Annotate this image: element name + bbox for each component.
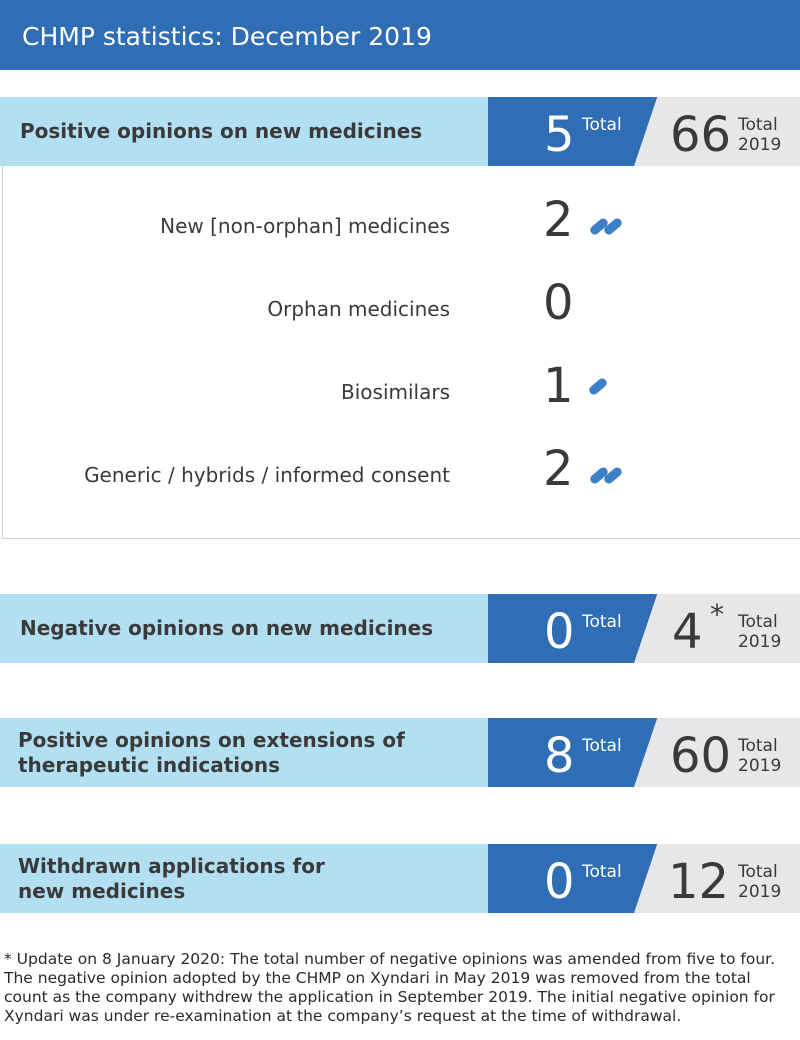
page-title: CHMP statistics: December 2019 xyxy=(22,22,432,51)
year-label: 2019 xyxy=(738,135,782,155)
year-total-label: Total xyxy=(738,612,778,632)
month-total-label: Total xyxy=(582,736,622,756)
footnote: * Update on 8 January 2020: The total number of negative opinions was amended from five to four. The negative opinion adopted by the CHMP on Xyndari in May 2019 was removed from the total count as the company withdrew the application in September 2019. The initial negative opinion for Xyndari was under re-examination at the company’s request at the time of withdrawal. xyxy=(4,950,776,1025)
stat-row-withdrawn xyxy=(0,844,800,913)
month-total-value: 8 xyxy=(544,728,575,784)
breakdown-label-orphan: Orphan medicines xyxy=(267,297,450,321)
year-total-label: Total xyxy=(738,115,778,135)
month-total-value: 0 xyxy=(544,604,575,660)
month-total-value: 0 xyxy=(544,854,575,910)
year-total-label: Total xyxy=(738,736,778,756)
pill-icon xyxy=(587,216,627,238)
month-total-label: Total xyxy=(582,862,622,882)
month-total-label: Total xyxy=(582,115,622,135)
breakdown-value-non-orphan: 2 xyxy=(543,192,574,248)
month-total-label: Total xyxy=(582,612,622,632)
month-total-value: 5 xyxy=(544,107,575,163)
breakdown-value-orphan: 0 xyxy=(543,275,574,331)
header-banner xyxy=(0,0,800,70)
year-label: 2019 xyxy=(738,882,782,902)
breakdown-value-biosimilars: 1 xyxy=(543,358,574,414)
pill-icon xyxy=(587,465,627,487)
breakdown-panel xyxy=(2,166,800,539)
year-total-label: Total xyxy=(738,862,778,882)
footnote-marker: * xyxy=(710,598,724,631)
year-total-value: 66 xyxy=(670,107,732,163)
year-total-value: 4 xyxy=(672,604,703,660)
breakdown-label-generic: Generic / hybrids / informed consent xyxy=(84,463,450,487)
year-label: 2019 xyxy=(738,756,782,776)
row-label: Withdrawn applications for new medicines xyxy=(18,853,325,903)
row-label: Positive opinions on extensions of therapeutic indications xyxy=(18,727,405,777)
breakdown-label-biosimilars: Biosimilars xyxy=(341,380,450,404)
pill-icon xyxy=(587,376,613,398)
row-label: Positive opinions on new medicines xyxy=(20,119,423,143)
stat-row-negative-opinions xyxy=(0,594,800,663)
breakdown-value-generic: 2 xyxy=(543,441,574,497)
year-total-value: 12 xyxy=(668,854,730,910)
stat-row-positive-opinions xyxy=(0,97,800,166)
year-label: 2019 xyxy=(738,632,782,652)
year-total-value: 60 xyxy=(670,728,732,784)
row-label: Negative opinions on new medicines xyxy=(20,616,434,640)
breakdown-label-non-orphan: New [non-orphan] medicines xyxy=(160,214,450,238)
stat-row-extensions xyxy=(0,718,800,787)
